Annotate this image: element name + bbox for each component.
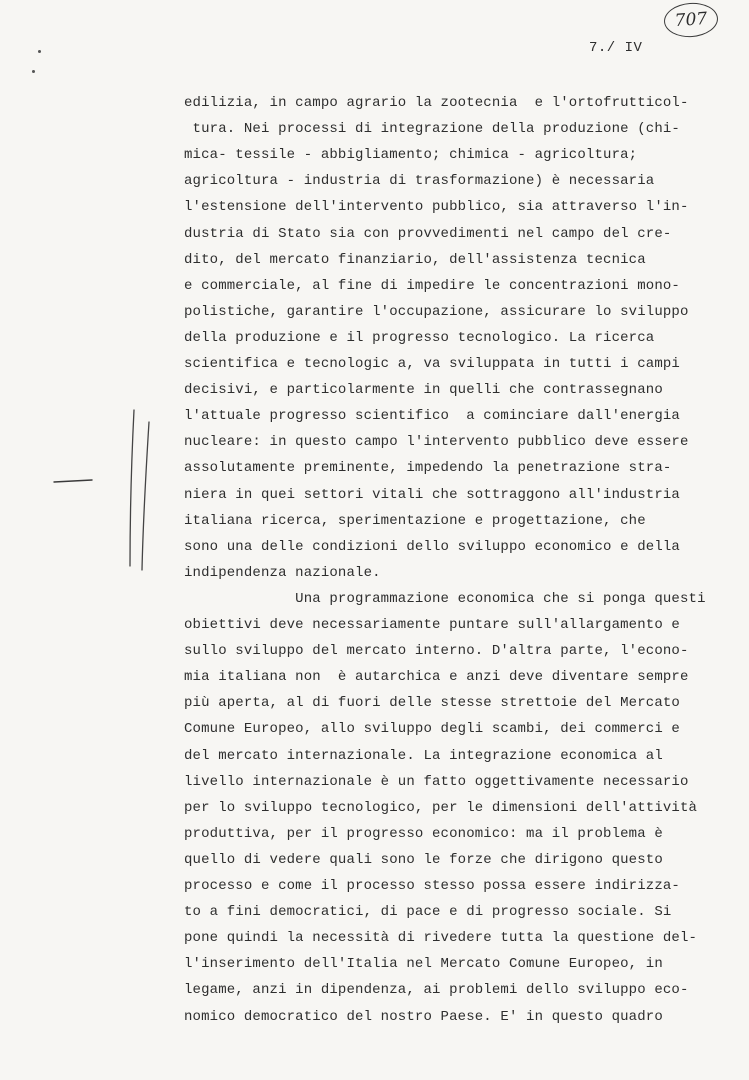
binder-hole-mark <box>32 70 35 73</box>
text-line: del mercato internazionale. La integrazione economica al <box>184 747 663 764</box>
text-line: to a fini democratici, di pace e di progresso sociale. Si <box>184 904 672 921</box>
text-line: sullo sviluppo del mercato interno. D'altra parte, l'econo- <box>184 643 689 660</box>
text-line: assolutamente preminente, impedendo la penetrazione stra- <box>184 460 672 477</box>
text-line: l'inserimento dell'Italia nel Mercato Comune Europeo, in <box>184 956 663 973</box>
text-line: dito, del mercato finanziario, dell'assistenza tecnica <box>184 251 646 268</box>
page-number: 7./ IV <box>589 40 643 56</box>
text-line: agricoltura - industria di trasformazione) è necessaria <box>184 173 655 190</box>
text-line: legame, anzi in dipendenza, ai problemi dello sviluppo eco- <box>184 982 689 999</box>
text-line: e commerciale, al fine di impedire le concentrazioni mono- <box>184 277 680 294</box>
text-line: l'attuale progresso scientifico a cominciare dall'energia <box>184 408 680 425</box>
binder-hole-mark <box>38 50 41 53</box>
text-line: livello internazionale è un fatto oggettivamente necessario <box>184 773 689 790</box>
text-line: scientifica e tecnologic a, va sviluppata in tutti i campi <box>184 356 680 372</box>
page-stamp: 707 <box>663 1 719 39</box>
margin-annotation-mark <box>50 400 160 580</box>
text-line: Una programmazione economica che si ponga questi <box>184 590 706 607</box>
text-line: processo e come il processo stesso possa essere indirizza- <box>184 878 680 894</box>
text-line: sono una delle condizioni dello sviluppo economico e della <box>184 538 680 555</box>
text-line: niera in quei settori vitali che sottraggono all'industria <box>184 486 680 503</box>
text-line: mia italiana non è autarchica e anzi deve diventare sempre <box>184 669 689 686</box>
text-line: edilizia, in campo agrario la zootecnia e l'ortofrutticol- <box>184 95 689 111</box>
text-line: più aperta, al di fuori delle stesse strettoie del Mercato <box>184 695 680 712</box>
text-line: tura. Nei processi di integrazione della produzione (chi- <box>184 121 680 138</box>
text-line: decisivi, e particolarmente in quelli che contrassegnano <box>184 382 663 399</box>
text-line: mica- tessile - abbigliamento; chimica - agricoltura; <box>184 147 638 164</box>
text-line: della produzione e il progresso tecnologico. La ricerca <box>184 329 655 346</box>
text-line: italiana ricerca, sperimentazione e progettazione, che <box>184 512 646 529</box>
text-line: nucleare: in questo campo l'intervento pubblico deve essere <box>184 434 689 451</box>
text-line: l'estensione dell'intervento pubblico, sia attraverso l'in- <box>184 199 689 216</box>
text-line: Comune Europeo, allo sviluppo degli scambi, dei commerci e <box>184 721 680 738</box>
text-line: pone quindi la necessità di rivedere tutta la questione del- <box>184 930 698 947</box>
text-line: nomico democratico del nostro Paese. E' in questo quadro <box>184 1008 663 1025</box>
text-line: produttiva, per il progresso economico: ma il problema è <box>184 825 663 842</box>
text-line: quello di vedere quali sono le forze che dirigono questo <box>184 851 663 868</box>
text-line: indipendenza nazionale. <box>184 564 381 581</box>
text-line: dustria di Stato sia con provvedimenti nel campo del cre- <box>184 225 672 242</box>
text-line: per lo sviluppo tecnologico, per le dimensioni dell'attività <box>184 799 698 816</box>
text-line: polistiche, garantire l'occupazione, assicurare lo sviluppo <box>184 303 689 320</box>
text-line: obiettivi deve necessariamente puntare sull'allargamento e <box>184 617 680 633</box>
